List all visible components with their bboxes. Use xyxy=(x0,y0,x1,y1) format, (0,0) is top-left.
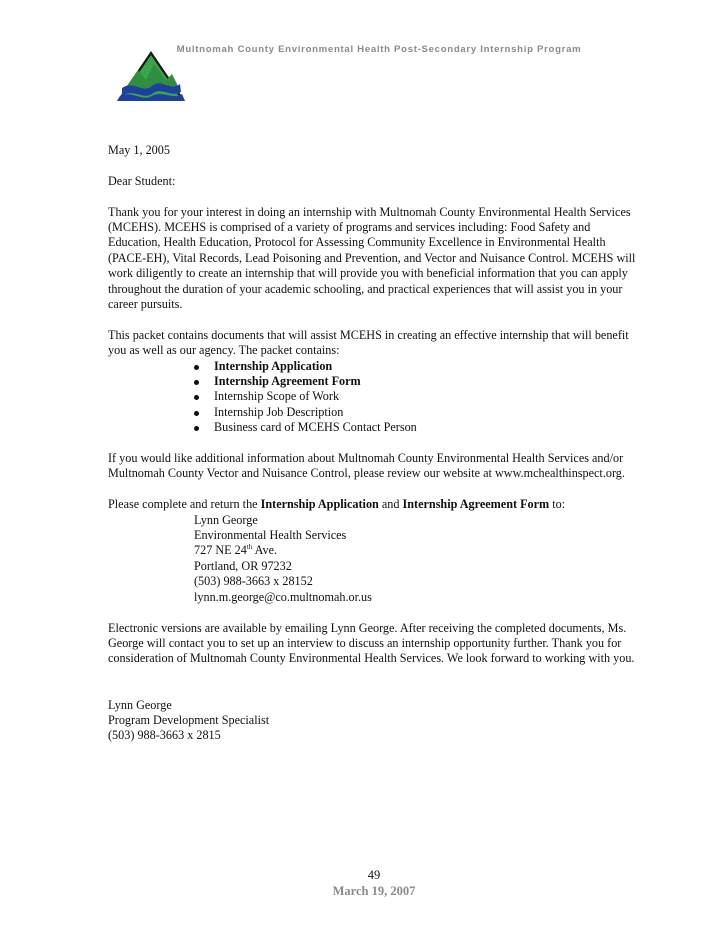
signature-title: Program Development Specialist xyxy=(108,712,270,727)
return-doc-agreement: Internship Agreement Form xyxy=(402,497,550,512)
return-instruction: Please complete and return the Internship Application and Internship Agreement Form to: xyxy=(108,497,566,512)
info-paragraph: If you would like additional information about Multnomah County Environmental Health Services and/or Multnomah County Vector and Nuisance Control, please review our website at www.mchealthinspect.org. xyxy=(108,451,625,481)
packet-item: Internship Application xyxy=(194,359,638,374)
letter-body xyxy=(108,143,638,744)
signature-block xyxy=(108,698,638,744)
signature-name: Lynn George xyxy=(108,697,172,712)
address-phone: (503) 988-3663 x 28152 xyxy=(194,574,313,589)
page-number: 49 xyxy=(367,868,381,882)
mailing-address xyxy=(194,513,638,605)
intro-paragraph: Thank you for your interest in doing an internship with Multnomah County Environmental Health Services (MCEHS). MCEHS is comprised of a variety of programs and services including: Food Safety and Education, Health Education, Protocol for Assessing Community Excellence in Environmental Health (PACE-EH), Vital Records, Lead Poisoning and Prevention, and Vector and Nuisance Control. MCEHS will work diligently to create an internship that will provide you with beneficial information that you can apply throughout the duration of your academic schooling, and practical experiences that will assist you in your career pursuits. xyxy=(108,204,636,312)
packet-item: Internship Scope of Work xyxy=(194,389,638,404)
address-name: Lynn George xyxy=(194,512,258,527)
closing-paragraph: Electronic versions are available by emailing Lynn George. After receiving the completed documents, Ms. George will contact you to set up an interview to discuss an internship opportunity further. Thank you for consideration of Multnomah County Environmental Health Services. We look forward to working with you. xyxy=(108,620,635,666)
letter-date: May 1, 2005 xyxy=(108,143,170,157)
address-org: Environmental Health Services xyxy=(194,528,347,543)
packet-item: Internship Agreement Form xyxy=(194,374,638,389)
mcehs-logo xyxy=(116,50,186,102)
letter-salutation: Dear Student: xyxy=(108,173,176,188)
return-doc-application: Internship Application xyxy=(260,497,379,512)
packet-item: Internship Job Description xyxy=(194,405,638,420)
address-city: Portland, OR 97232 xyxy=(194,558,292,573)
packet-item: Business card of MCEHS Contact Person xyxy=(194,420,638,435)
address-street: 727 NE 24th Ave. xyxy=(194,543,278,558)
page-header: Multnomah County Environmental Health Post-Secondary Internship Program xyxy=(176,44,582,55)
footer-date: March 19, 2007 xyxy=(332,884,416,898)
packet-intro-paragraph: This packet contains documents that will assist MCEHS in creating an effective internship that will benefit you as well as our agency. The packet contains: xyxy=(108,327,629,358)
address-email: lynn.m.george@co.multnomah.or.us xyxy=(194,589,372,604)
packet-items-list xyxy=(194,359,638,436)
signature-phone: (503) 988-3663 x 2815 xyxy=(108,728,221,743)
